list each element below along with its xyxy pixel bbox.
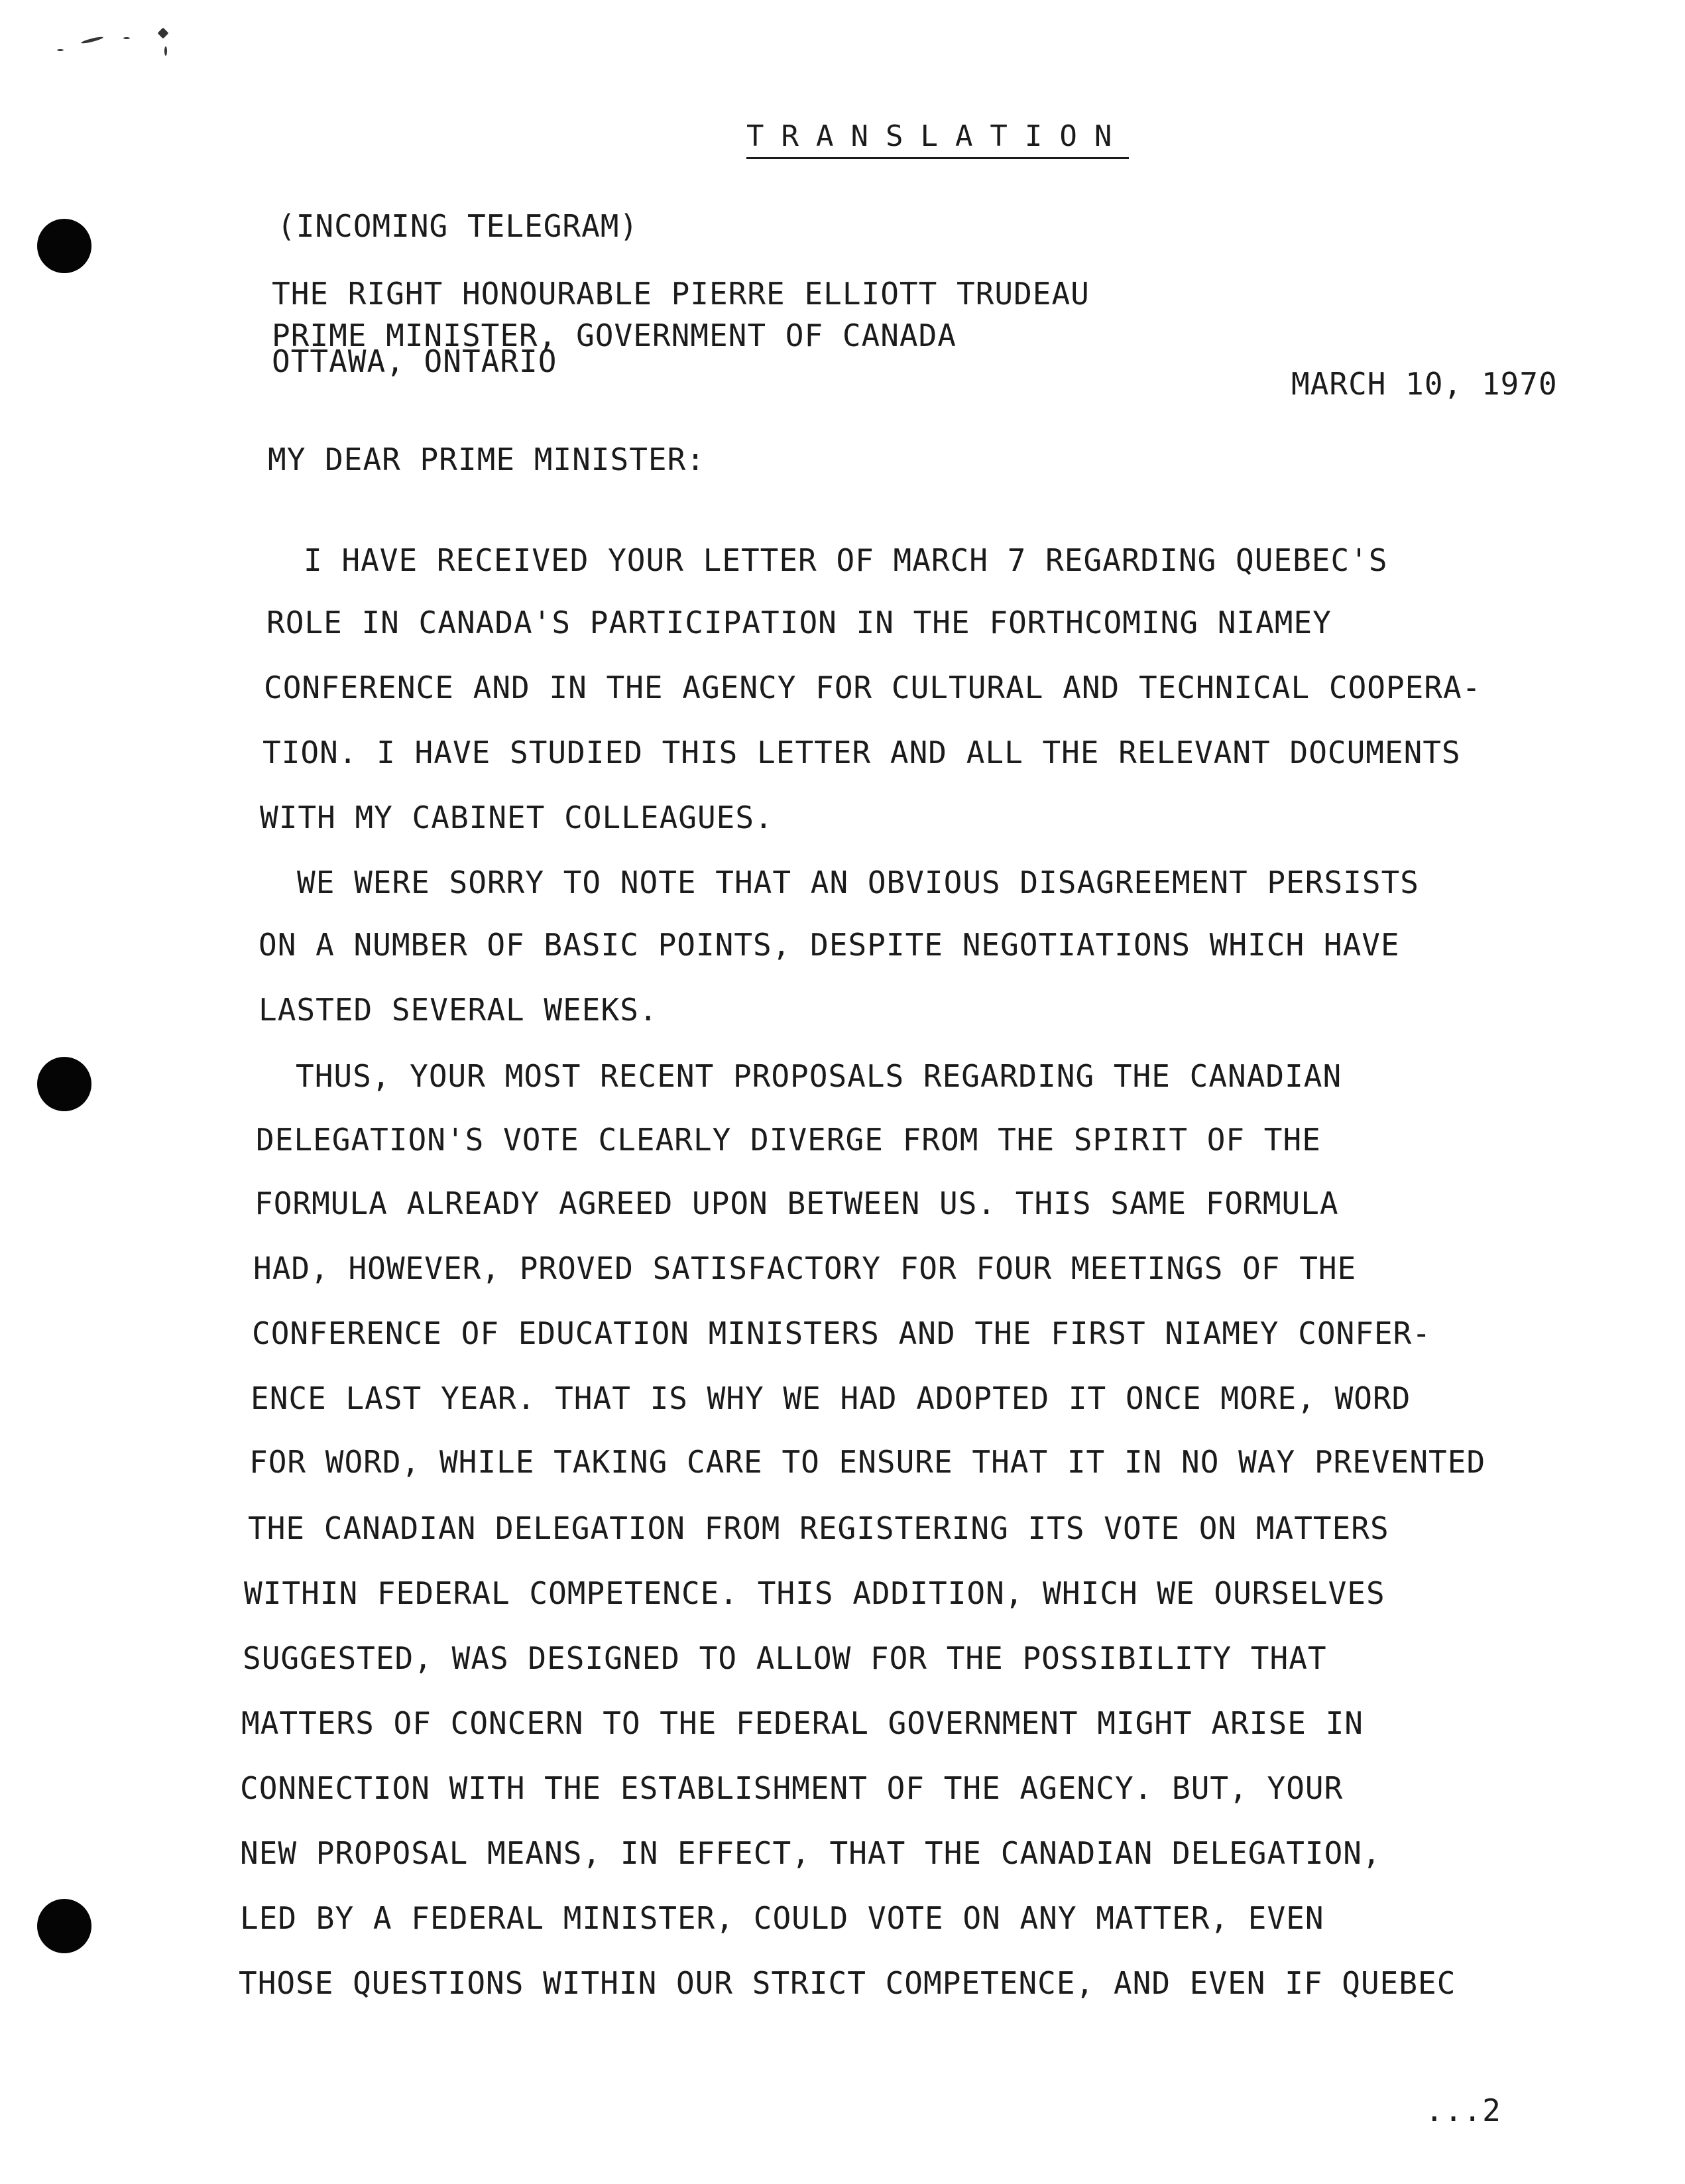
body-line: LASTED SEVERAL WEEKS.: [259, 992, 658, 1028]
body-line: LED BY A FEDERAL MINISTER, COULD VOTE ON ANY MATTER, EVEN: [240, 1900, 1324, 1936]
body-line: WITH MY CABINET COLLEAGUES.: [260, 800, 774, 835]
body-line: ENCE LAST YEAR. THAT IS WHY WE HAD ADOPTED IT ONCE MORE, WORD: [251, 1380, 1411, 1416]
body-line: ON A NUMBER OF BASIC POINTS, DESPITE NEGOTIATIONS WHICH HAVE: [259, 927, 1400, 963]
scan-speck: [123, 37, 130, 39]
body-line: CONNECTION WITH THE ESTABLISHMENT OF THE AGENCY. BUT, YOUR: [240, 1770, 1344, 1806]
body-line: TION. I HAVE STUDIED THIS LETTER AND ALL THE RELEVANT DOCUMENTS: [262, 735, 1461, 770]
page-continuation: ...2: [1425, 2093, 1501, 2128]
scan-speck: [164, 46, 167, 56]
addressee-line-2: PRIME MINISTER, GOVERNMENT OF CANADA: [272, 318, 957, 353]
document-title: TRANSLATION: [746, 119, 1129, 159]
body-line: CONFERENCE AND IN THE AGENCY FOR CULTURAL AND TECHNICAL COOPERA-: [264, 670, 1482, 705]
document-type: (INCOMING TELEGRAM): [277, 208, 639, 244]
punch-hole-top: [37, 219, 91, 273]
body-line: FORMULA ALREADY AGREED UPON BETWEEN US. THIS SAME FORMULA: [255, 1185, 1339, 1221]
body-line: ROLE IN CANADA'S PARTICIPATION IN THE FORTHCOMING NIAMEY: [266, 605, 1332, 640]
body-line: I HAVE RECEIVED YOUR LETTER OF MARCH 7 REGARDING QUEBEC'S: [304, 542, 1388, 578]
body-line: DELEGATION'S VOTE CLEARLY DIVERGE FROM THE SPIRIT OF THE: [256, 1122, 1321, 1158]
addressee-line-1: THE RIGHT HONOURABLE PIERRE ELLIOTT TRUDEAU: [272, 276, 1090, 312]
addressee-line-3: OTTAWA, ONTARIO: [272, 343, 557, 379]
body-line: THOSE QUESTIONS WITHIN OUR STRICT COMPETENCE, AND EVEN IF QUEBEC: [239, 1965, 1456, 2001]
body-line: THUS, YOUR MOST RECENT PROPOSALS REGARDING THE CANADIAN: [296, 1058, 1342, 1094]
body-line: NEW PROPOSAL MEANS, IN EFFECT, THAT THE CANADIAN DELEGATION,: [240, 1835, 1381, 1871]
scan-speck: [57, 49, 64, 51]
punch-hole-bottom: [37, 1899, 91, 1953]
body-line: WITHIN FEDERAL COMPETENCE. THIS ADDITION, WHICH WE OURSELVES: [244, 1575, 1385, 1611]
letter-date: MARCH 10, 1970: [1291, 366, 1558, 402]
salutation: MY DEAR PRIME MINISTER:: [268, 442, 705, 477]
body-line: CONFERENCE OF EDUCATION MINISTERS AND THE FIRST NIAMEY CONFER-: [252, 1315, 1432, 1351]
body-line: HAD, HOWEVER, PROVED SATISFACTORY FOR FOUR MEETINGS OF THE: [253, 1250, 1357, 1286]
body-line: MATTERS OF CONCERN TO THE FEDERAL GOVERNMENT MIGHT ARISE IN: [241, 1705, 1364, 1741]
body-line: WE WERE SORRY TO NOTE THAT AN OBVIOUS DISAGREEMENT PERSISTS: [297, 865, 1419, 900]
punch-hole-middle: [37, 1057, 91, 1111]
body-line: FOR WORD, WHILE TAKING CARE TO ENSURE THAT IT IN NO WAY PREVENTED: [249, 1444, 1486, 1480]
body-line: THE CANADIAN DELEGATION FROM REGISTERING ITS VOTE ON MATTERS: [248, 1510, 1389, 1546]
scan-speck: [158, 28, 169, 39]
scan-speck: [81, 36, 103, 44]
body-line: SUGGESTED, WAS DESIGNED TO ALLOW FOR THE POSSIBILITY THAT: [243, 1640, 1327, 1676]
